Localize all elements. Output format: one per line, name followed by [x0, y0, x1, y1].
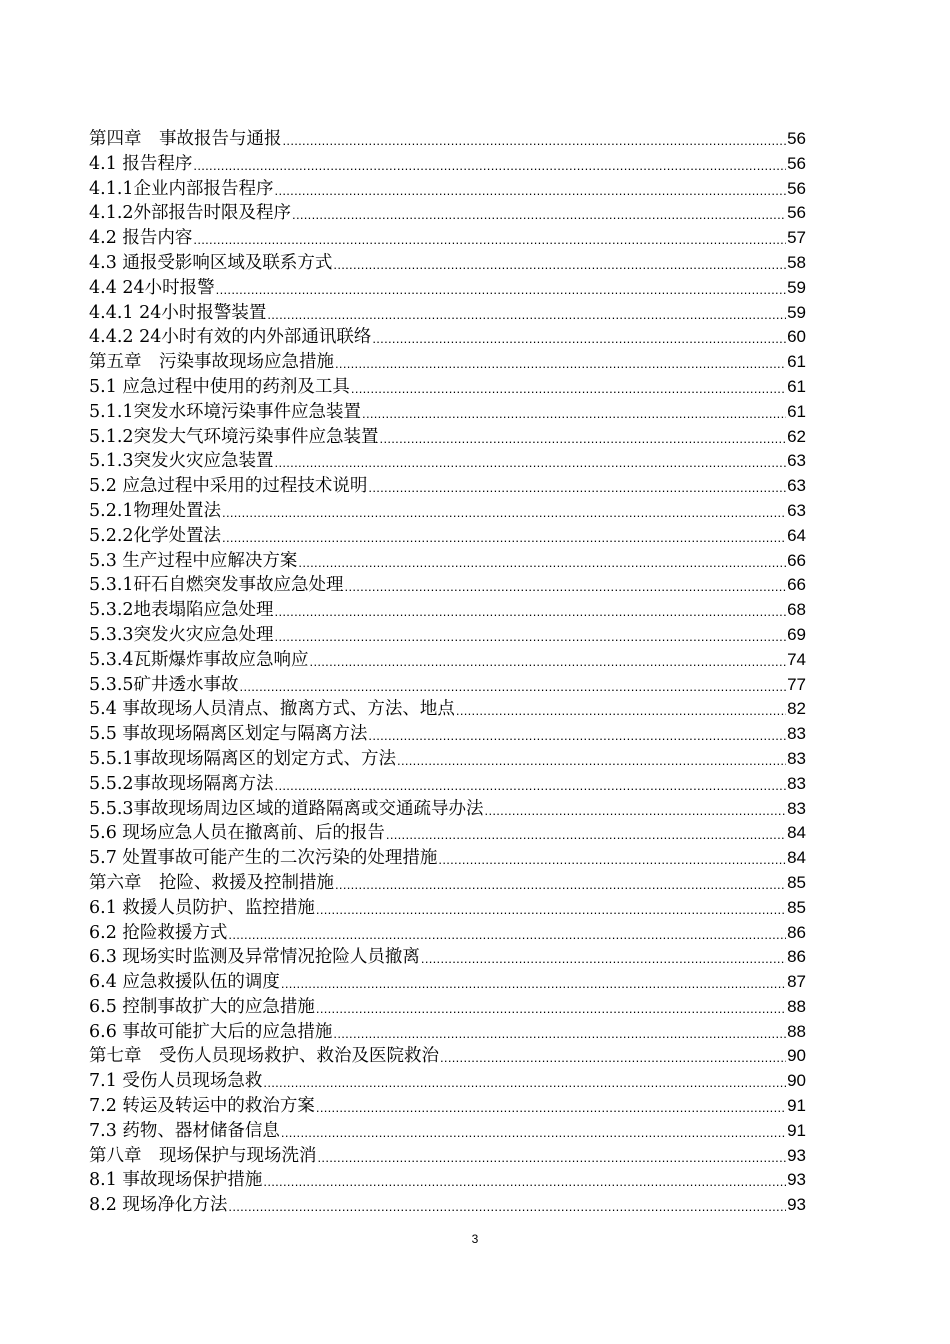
toc-dot-leader — [351, 375, 786, 400]
toc-entry-title: 5.3.4瓦斯爆炸事故应急响应 — [89, 649, 309, 670]
toc-entry[interactable] — [89, 127, 806, 152]
toc-entry-page: 57 — [787, 228, 806, 248]
toc-entry[interactable] — [89, 474, 806, 499]
toc-entry-page: 90 — [787, 1071, 806, 1091]
toc-entry-page: 63 — [787, 451, 806, 471]
toc-entry-title: 6.1 救援人员防护、监控措施 — [89, 897, 315, 918]
toc-dot-leader — [386, 821, 786, 846]
toc-entry-title: 第五章 污染事故现场应急措施 — [89, 352, 334, 373]
toc-entry-title: 7.3 药物、器材储备信息 — [89, 1120, 280, 1141]
toc-entry-page: 61 — [787, 376, 806, 396]
toc-dot-leader — [228, 1193, 786, 1218]
toc-dot-leader — [193, 152, 786, 177]
toc-dot-leader — [228, 921, 786, 946]
toc-entry[interactable] — [89, 524, 806, 549]
toc-entry-title: 6.3 现场实时监测及异常情况抢险人员撤离 — [89, 947, 420, 968]
toc-entry-title: 5.2.1物理处置法 — [89, 500, 222, 521]
toc-entry[interactable] — [89, 598, 806, 623]
toc-entry[interactable] — [89, 747, 806, 772]
toc-entry-page: 83 — [787, 798, 806, 818]
toc-entry[interactable] — [89, 648, 806, 673]
toc-entry[interactable] — [89, 1020, 806, 1045]
toc-entry-page: 56 — [787, 203, 806, 223]
toc-entry-title: 5.5.1事故现场隔离区的划定方式、方法 — [89, 748, 397, 769]
toc-entry-page: 56 — [787, 129, 806, 148]
toc-entry-title: 4.1.1企业内部报告程序 — [89, 178, 274, 199]
toc-entry-title: 5.5 事故现场隔离区划定与隔离方法 — [89, 724, 368, 745]
toc-dot-leader — [240, 673, 787, 698]
toc-dot-leader — [275, 449, 787, 474]
toc-dot-leader — [362, 400, 786, 425]
toc-entry-page: 61 — [787, 401, 806, 421]
toc-entry[interactable] — [89, 921, 806, 946]
toc-entry-title: 4.4.2 24小时有效的内外部通讯联络 — [89, 327, 372, 348]
toc-entry-page: 88 — [787, 1021, 806, 1041]
toc-dot-leader — [456, 697, 786, 722]
toc-entry[interactable] — [89, 772, 806, 797]
toc-entry-title: 第八章 现场保护与现场洗消 — [89, 1145, 317, 1166]
toc-entry-title: 第六章 抢险、救援及控制措施 — [89, 872, 334, 893]
toc-entry[interactable] — [89, 1069, 806, 1094]
toc-entry-title: 5.1.3突发火灾应急装置 — [89, 451, 274, 472]
toc-dot-leader — [222, 524, 786, 549]
toc-entry-title: 5.7 处置事故可能产生的二次污染的处理措施 — [89, 848, 438, 869]
toc-entry-page: 93 — [787, 1170, 806, 1190]
toc-entry-page: 61 — [787, 352, 806, 372]
toc-entry-title: 4.1 报告程序 — [89, 153, 193, 174]
toc-entry-title: 5.1.1突发水环境污染事件应急装置 — [89, 401, 362, 422]
toc-entry-page: 85 — [787, 872, 806, 892]
toc-dot-leader — [263, 1069, 786, 1094]
toc-entry-title: 8.1 事故现场保护措施 — [89, 1170, 263, 1191]
toc-entry[interactable] — [89, 623, 806, 648]
toc-entry-title: 6.4 应急救援队伍的调度 — [89, 972, 280, 993]
toc-dot-leader — [316, 896, 786, 921]
toc-dot-leader — [372, 325, 786, 350]
toc-entry-page: 63 — [787, 476, 806, 496]
toc-entry[interactable] — [89, 970, 806, 995]
toc-entry-page: 88 — [787, 996, 806, 1016]
toc-entry-title: 第七章 受伤人员现场救护、救治及医院救治 — [89, 1046, 439, 1067]
toc-dot-leader — [333, 251, 786, 276]
toc-entry-title: 5.3.2地表塌陷应急处理 — [89, 600, 274, 621]
toc-entry-page: 86 — [787, 922, 806, 942]
toc-dot-leader — [275, 598, 787, 623]
toc-entry-title: 5.4 事故现场人员清点、撤离方式、方法、地点 — [89, 699, 455, 720]
toc-entry-title: 8.2 现场净化方法 — [89, 1195, 228, 1216]
toc-entry-page: 56 — [787, 178, 806, 198]
toc-entry-page: 85 — [787, 897, 806, 917]
toc-entry-page: 64 — [787, 525, 806, 545]
toc-dot-leader — [292, 201, 786, 226]
toc-entry-page: 84 — [787, 848, 806, 868]
toc-dot-leader — [485, 797, 787, 822]
toc-entry-title: 7.1 受伤人员现场急救 — [89, 1071, 263, 1092]
toc-entry-page: 74 — [787, 649, 806, 669]
toc-entry[interactable] — [89, 375, 806, 400]
toc-entry-page: 90 — [787, 1046, 806, 1066]
toc-entry[interactable] — [89, 499, 806, 524]
toc-entry-title: 5.3.5矿井透水事故 — [89, 674, 239, 695]
toc-entry[interactable] — [89, 251, 806, 276]
toc-entry-page: 91 — [787, 1120, 806, 1140]
toc-entry[interactable] — [89, 1119, 806, 1144]
toc-entry-title: 5.2.2化学处置法 — [89, 525, 222, 546]
toc-entry-title: 5.3 生产过程中应解决方案 — [89, 550, 298, 571]
toc-entry-page: 59 — [787, 277, 806, 297]
toc-entry-page: 62 — [787, 426, 806, 446]
toc-entry-page: 66 — [787, 550, 806, 570]
toc-dot-leader — [298, 549, 786, 574]
toc-dot-leader — [440, 1044, 786, 1069]
toc-entry[interactable] — [89, 697, 806, 722]
toc-entry-title: 5.5.3事故现场周边区域的道路隔离或交通疏导办法 — [89, 798, 484, 819]
toc-entry-page: 77 — [787, 674, 806, 694]
toc-entry[interactable] — [89, 177, 806, 202]
toc-entry-title: 4.4 24小时报警 — [89, 277, 215, 298]
toc-entry-title: 4.4.1 24小时报警装置 — [89, 302, 267, 323]
table-of-contents — [89, 127, 806, 1218]
toc-dot-leader — [216, 276, 786, 301]
toc-entry[interactable] — [89, 995, 806, 1020]
toc-dot-leader — [263, 1168, 786, 1193]
toc-dot-leader — [193, 226, 786, 251]
toc-entry[interactable] — [89, 896, 806, 921]
toc-dot-leader — [275, 623, 787, 648]
toc-dot-leader — [333, 1020, 786, 1045]
toc-entry-title: 5.3.3突发火灾应急处理 — [89, 624, 274, 645]
toc-entry-title: 4.1.2外部报告时限及程序 — [89, 203, 292, 224]
toc-entry[interactable] — [89, 1144, 806, 1169]
toc-entry-title: 4.3 通报受影响区域及联系方式 — [89, 252, 333, 273]
toc-entry-title: 5.5.2事故现场隔离方法 — [89, 773, 274, 794]
toc-entry-page: 59 — [787, 302, 806, 322]
toc-entry-title: 5.6 现场应急人员在撤离前、后的报告 — [89, 823, 385, 844]
toc-entry-page: 63 — [787, 500, 806, 520]
toc-entry[interactable] — [89, 549, 806, 574]
toc-entry[interactable] — [89, 573, 806, 598]
toc-entry-page: 58 — [787, 252, 806, 272]
toc-entry[interactable] — [89, 400, 806, 425]
toc-dot-leader — [438, 846, 786, 871]
toc-entry[interactable] — [89, 871, 806, 896]
toc-entry-title: 5.3.1矸石自燃突发事故应急处理 — [89, 575, 344, 596]
toc-dot-leader — [281, 970, 786, 995]
toc-entry[interactable] — [89, 325, 806, 350]
toc-dot-leader — [397, 747, 786, 772]
toc-dot-leader — [335, 871, 786, 896]
toc-entry-title: 7.2 转运及转运中的救治方案 — [89, 1096, 315, 1117]
toc-entry[interactable] — [89, 797, 806, 822]
toc-entry[interactable] — [89, 673, 806, 698]
toc-dot-leader — [380, 425, 787, 450]
toc-entry-page: 69 — [787, 624, 806, 644]
toc-entry[interactable] — [89, 821, 806, 846]
toc-dot-leader — [421, 945, 786, 970]
toc-entry-page: 82 — [787, 699, 806, 719]
toc-entry-page: 86 — [787, 947, 806, 967]
toc-entry-title: 5.2 应急过程中采用的过程技术说明 — [89, 476, 368, 497]
toc-entry-title: 6.5 控制事故扩大的应急措施 — [89, 996, 315, 1017]
toc-entry-page: 84 — [787, 823, 806, 843]
toc-dot-leader — [316, 995, 786, 1020]
toc-entry-title: 6.6 事故可能扩大后的应急措施 — [89, 1021, 333, 1042]
toc-entry[interactable] — [89, 201, 806, 226]
toc-dot-leader — [345, 573, 787, 598]
toc-entry[interactable] — [89, 722, 806, 747]
toc-entry[interactable] — [89, 449, 806, 474]
toc-entry[interactable] — [89, 350, 806, 375]
toc-dot-leader — [275, 177, 787, 202]
toc-entry-page: 93 — [787, 1145, 806, 1165]
page-number: 3 — [471, 1232, 479, 1246]
toc-entry[interactable] — [89, 276, 806, 301]
toc-dot-leader — [318, 1144, 787, 1169]
toc-entry[interactable] — [89, 846, 806, 871]
toc-entry-page: 83 — [787, 724, 806, 744]
toc-dot-leader — [368, 474, 786, 499]
toc-dot-leader — [335, 350, 786, 375]
toc-dot-leader — [310, 648, 787, 673]
toc-dot-leader — [283, 127, 787, 152]
toc-entry[interactable] — [89, 152, 806, 177]
toc-entry-page: 93 — [787, 1195, 806, 1215]
toc-entry-title: 4.2 报告内容 — [89, 228, 193, 249]
toc-entry[interactable] — [89, 1044, 806, 1069]
toc-entry-page: 91 — [787, 1096, 806, 1116]
toc-entry[interactable] — [89, 1094, 806, 1119]
toc-entry-title: 6.2 抢险救援方式 — [89, 922, 228, 943]
toc-entry-page: 83 — [787, 773, 806, 793]
toc-entry[interactable] — [89, 945, 806, 970]
toc-dot-leader — [222, 499, 786, 524]
toc-dot-leader — [316, 1094, 786, 1119]
toc-entry-page: 87 — [787, 972, 806, 992]
toc-entry-page: 83 — [787, 748, 806, 768]
toc-entry[interactable] — [89, 226, 806, 251]
toc-entry[interactable] — [89, 425, 806, 450]
toc-entry[interactable] — [89, 1168, 806, 1193]
toc-entry[interactable] — [89, 1193, 806, 1218]
toc-entry-title: 第四章 事故报告与通报 — [89, 129, 282, 149]
toc-entry-title: 5.1 应急过程中使用的药剂及工具 — [89, 376, 350, 397]
toc-entry-page: 66 — [787, 575, 806, 595]
toc-entry-page: 56 — [787, 153, 806, 173]
toc-dot-leader — [281, 1119, 786, 1144]
toc-entry-title: 5.1.2突发大气环境污染事件应急装置 — [89, 426, 379, 447]
toc-dot-leader — [275, 772, 787, 797]
toc-entry[interactable] — [89, 301, 806, 326]
toc-dot-leader — [368, 722, 786, 747]
toc-entry-page: 60 — [787, 327, 806, 347]
toc-entry-page: 68 — [787, 600, 806, 620]
toc-dot-leader — [267, 301, 786, 326]
